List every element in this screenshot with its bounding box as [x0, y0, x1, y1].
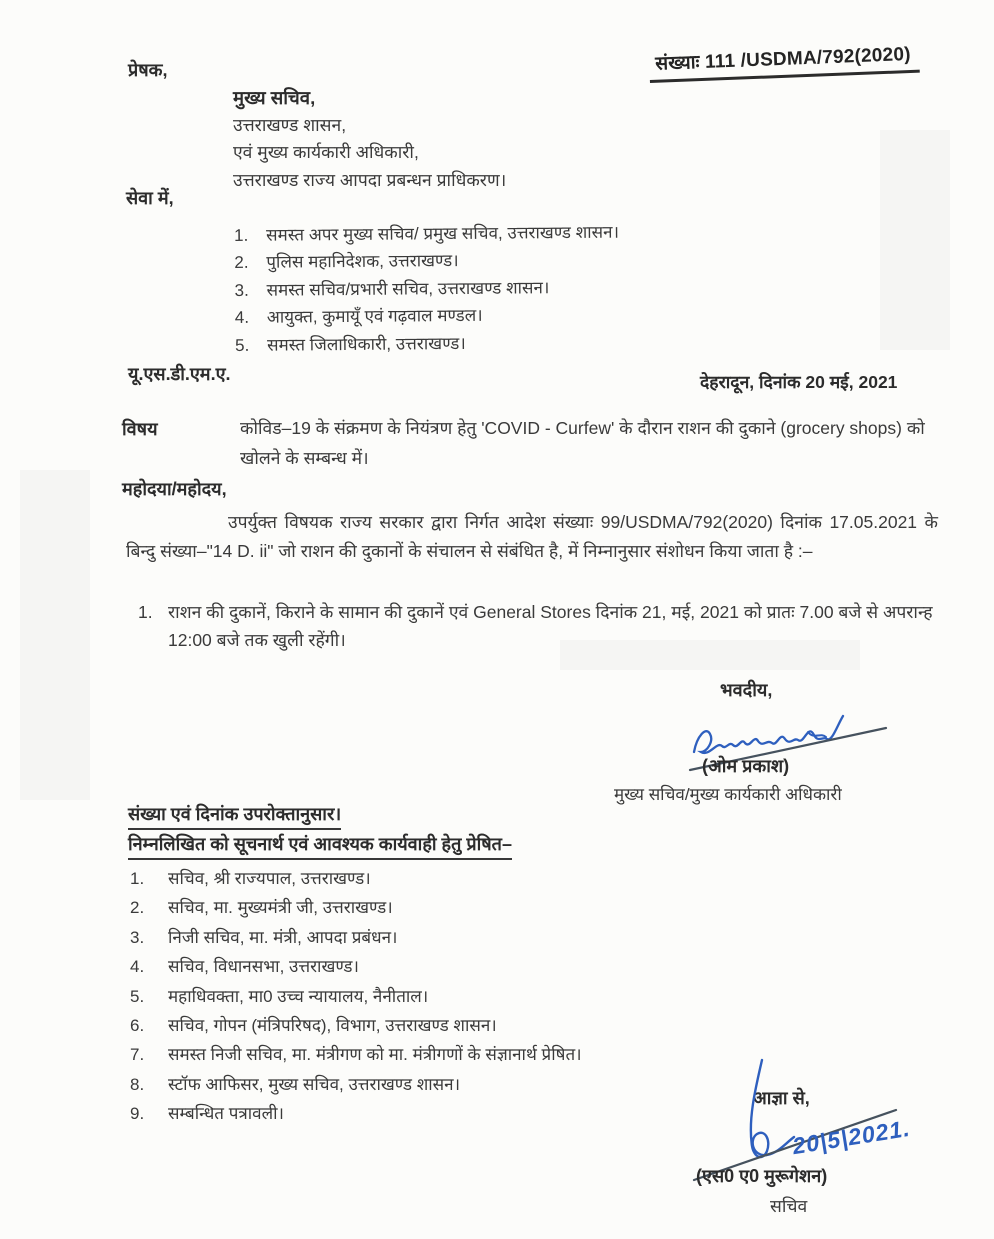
cc-item — [130, 1040, 770, 1069]
subject-label: विषय — [122, 419, 158, 439]
item-number: 9. — [130, 1104, 145, 1124]
cc-item — [130, 982, 770, 1011]
order-item — [138, 598, 940, 654]
cc-item — [130, 1099, 770, 1128]
item-text: आयुक्त, कुमायूँ एवं गढ़वाल मण्डल। — [266, 306, 483, 327]
cc-heading-ref: संख्या एवं दिनांक उपरोक्तानुसार। — [128, 802, 341, 830]
sender-block — [233, 84, 506, 194]
cc-item — [130, 923, 770, 952]
subject-text: कोविड–19 के संक्रमण के नियंत्रण हेतु 'COVID - Curfew' के दौरान राशन की दुकाने (grocery shops) को खोलने के सम्बन्ध में। — [240, 418, 925, 468]
sender-line: उत्तराखण्ड शासन, — [233, 114, 347, 135]
cc-item — [130, 1070, 770, 1099]
closing: भवदीय, — [720, 680, 773, 700]
item-text: स्टॉफ आफिसर, मुख्य सचिव, उत्तराखण्ड शासन। — [168, 1074, 461, 1094]
item-text: समस्त सचिव/प्रभारी सचिव, उत्तराखण्ड शासन। — [266, 278, 550, 300]
by-order-label: आज्ञा से, — [753, 1088, 810, 1108]
scan-artifact — [880, 130, 950, 350]
item-text: सम्बन्धित पत्रावली। — [168, 1104, 284, 1124]
body-paragraph: उपर्युक्त विषयक राज्य सरकार द्वारा निर्गत आदेश संख्याः 99/USDMA/792(2020) दिनांक 17.05.2021 के बिन्दु संख्या–"14 D. ii" जो राशन की दुकानों के संचालन से संबंधित है, में निम्नानुसार संशोधन किया जाता है :– — [126, 512, 938, 561]
cc-list — [130, 864, 770, 1129]
item-number: 6. — [130, 1016, 145, 1036]
item-number: 3. — [234, 280, 249, 300]
recipient-list — [234, 217, 795, 359]
item-text: सचिव, मा. मुख्यमंत्री जी, उत्तराखण्ड। — [168, 898, 393, 918]
item-text: सचिव, श्री राज्यपाल, उत्तराखण्ड। — [168, 869, 371, 888]
item-number: 1. — [130, 869, 145, 888]
signatory1-title: मुख्य सचिव/मुख्य कार्यकारी अधिकारी — [614, 785, 842, 804]
item-number: 8. — [130, 1074, 145, 1094]
cc-item — [130, 864, 770, 893]
sender-label: प्रेषक, — [128, 60, 168, 80]
item-number: 3. — [130, 927, 145, 947]
cc-item — [130, 1011, 770, 1040]
sender-line: उत्तराखण्ड राज्य आपदा प्रबन्धन प्राधिकरण। — [233, 169, 507, 190]
salutation: महोदया/महोदय, — [122, 479, 227, 499]
scan-artifact — [20, 470, 90, 800]
recipient-item — [235, 327, 795, 359]
cc-item — [130, 952, 770, 981]
signatory1-name: (ओम प्रकाश) — [702, 756, 790, 776]
item-number: 5. — [130, 986, 145, 1006]
item-number: 5. — [234, 335, 250, 355]
item-text: सचिव, विधानसभा, उत्तराखण्ड। — [168, 957, 359, 977]
to-label: सेवा में, — [126, 188, 174, 208]
signatory2-title: सचिव — [770, 1196, 808, 1216]
item-number: 2. — [234, 253, 249, 273]
cc-heading-forwarded: निम्नलिखित को सूचनार्थ एवं आवश्यक कार्यवाही हेतु प्रेषित– — [128, 832, 512, 860]
item-number: 1. — [138, 602, 153, 622]
item-text: पुलिस महानिदेशक, उत्तराखण्ड। — [266, 251, 459, 273]
item-text: समस्त निजी सचिव, मा. मंत्रीगण को मा. मंत्रीगणों के संज्ञानार्थ प्रेषित। — [168, 1045, 582, 1065]
sender-line: एवं मुख्य कार्यकारी अधिकारी, — [233, 142, 419, 163]
signatory2-name: (एस0 ए0 मुरूगेशन) — [696, 1166, 828, 1186]
item-number: 4. — [130, 957, 145, 977]
item-text: निजी सचिव, मा. मंत्री, आपदा प्रबंधन। — [168, 927, 398, 947]
item-text: राशन की दुकानें, किराने के सामान की दुकानें एवं General Stores दिनांक 21, मई, 2021 को प्रातः 7.00 बजे से अपरान्ह 12:00 बजे तक खुली रहेंगी। — [168, 602, 933, 650]
place-date: देहरादून, दिनांक 20 मई, 2021 — [700, 372, 898, 392]
item-text: समस्त अपर मुख्य सचिव/ प्रमुख सचिव, उत्तराखण्ड शासन। — [266, 222, 620, 245]
item-number: 1. — [234, 225, 249, 245]
org-abbreviation: यू.एस.डी.एम.ए. — [128, 364, 231, 384]
cc-item — [130, 893, 770, 922]
item-number: 4. — [234, 308, 250, 328]
item-number: 2. — [130, 898, 145, 918]
reference-number: संख्याः 111 /USDMA/792(2020) — [649, 38, 920, 83]
item-text: समस्त जिलाधिकारी, उत्तराखण्ड। — [266, 333, 466, 355]
item-text: महाधिवक्ता, मा0 उच्च न्यायालय, नैनीताल। — [168, 986, 429, 1006]
sender-line: मुख्य सचिव, — [233, 87, 316, 108]
handwritten-date: 20|5|2021. — [790, 1114, 913, 1160]
item-number: 7. — [130, 1045, 145, 1065]
item-text: सचिव, गोपन (मंत्रिपरिषद), विभाग, उत्तराखण्ड शासन। — [168, 1016, 497, 1036]
